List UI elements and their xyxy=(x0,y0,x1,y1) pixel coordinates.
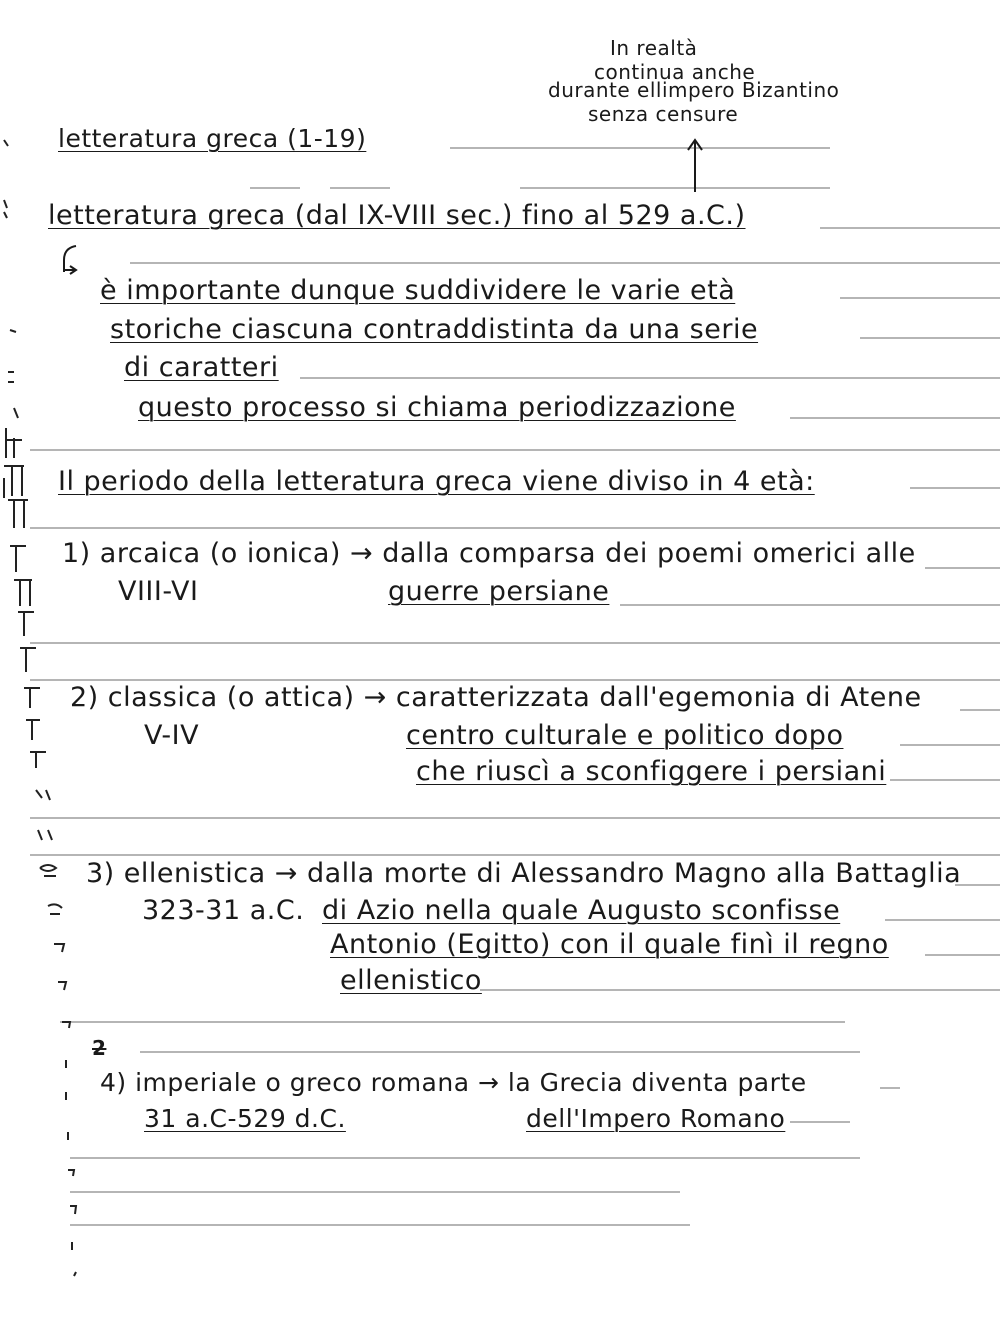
period-4-dates: 31 a.C-529 d.C. xyxy=(144,1104,346,1133)
intro-line-1: è importante dunque suddividere le varie età xyxy=(100,275,736,306)
note-line-3: durante ellimpero Bizantino xyxy=(548,78,840,102)
division-statement: Il periodo della letteratura greca viene diviso in 4 età: xyxy=(58,466,815,497)
page-title: letteratura greca (1-19) xyxy=(58,124,367,153)
page-subtitle: letteratura greca (dal IX-VIII sec.) fino al 529 a.C.) xyxy=(48,200,746,231)
period-1-dates: VIII-VI xyxy=(118,576,199,607)
period-3-description-1: di Azio nella quale Augusto sconfisse xyxy=(322,895,841,926)
period-2-dates: V-IV xyxy=(144,720,200,751)
period-3-heading: 3) ellenistica → dalla morte di Alessandro Magno alla Battaglia xyxy=(86,858,962,889)
period-1-description: guerre persiane xyxy=(388,576,610,607)
period-2-description-1: centro culturale e politico dopo xyxy=(406,720,844,751)
note-line-1: In realtà xyxy=(610,36,698,60)
period-4-heading: 4) imperiale o greco romana → la Grecia diventa parte xyxy=(100,1068,807,1097)
note-line-2: continua anche xyxy=(594,60,756,84)
period-3-description-3: ellenistico xyxy=(340,965,482,996)
bracket-arrow-icon xyxy=(58,240,98,280)
note-line-4: senza censure xyxy=(588,102,739,126)
intro-line-3: di caratteri xyxy=(124,352,279,383)
period-1-heading: 1) arcaica (o ionica) → dalla comparsa dei poemi omerici alle xyxy=(62,538,916,569)
up-arrow-icon xyxy=(680,136,710,196)
period-3-dates: 323-31 a.C. xyxy=(142,895,305,926)
period-2-description-2: che riuscì a sconfiggere i persiani xyxy=(416,756,887,787)
period-3-description-2: Antonio (Egitto) con il quale finì il regno xyxy=(330,929,889,960)
period-2-heading: 2) classica (o attica) → caratterizzata dall'egemonia di Atene xyxy=(70,682,922,713)
intro-line-2: storiche ciascuna contraddistinta da una serie xyxy=(110,314,759,345)
intro-line-4: questo processo si chiama periodizzazione xyxy=(138,392,736,423)
period-4-description: dell'Impero Romano xyxy=(526,1104,786,1133)
scribbled-out-mark: 2 xyxy=(92,1036,107,1060)
margin-marks xyxy=(0,0,80,1321)
